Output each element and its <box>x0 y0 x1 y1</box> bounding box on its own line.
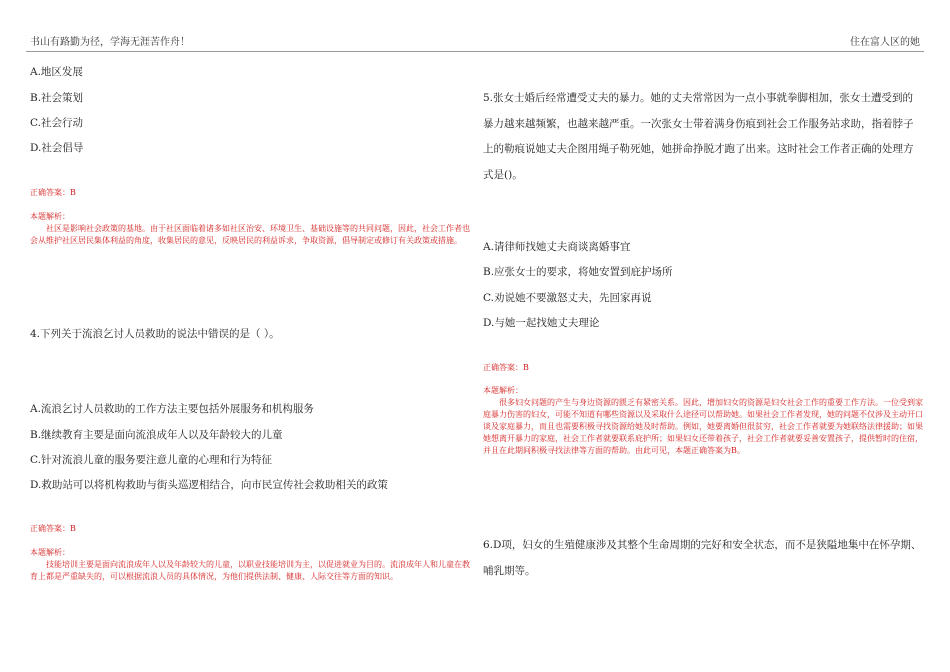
q4-option-d: D.救助站可以将机构救助与街头巡逻相结合，向市民宣传社会救助相关的政策 <box>30 479 388 491</box>
header-author: 住在富人区的她 <box>850 37 920 48</box>
left-column <box>30 0 470 672</box>
q3-option-d: D.社会倡导 <box>30 142 84 154</box>
q4-explanation: 技能培训主要是面向流浪成年人以及年龄较大的儿童，以职业技能培训为主，以促进就业为目的。流浪成年人和儿童在教育上都是严重缺失的，可以根据流浪人员的具体情况，为他们提供法制、健康、人际交往等方面的知识。 <box>30 560 470 581</box>
q4-answer: 正确答案：B <box>30 524 76 533</box>
q3-option-b: B.社会策划 <box>30 92 84 104</box>
q3-option-c: C.社会行动 <box>30 117 83 129</box>
q5-option-c: C.劝说她不要激怒丈夫，先回家再说 <box>483 292 652 304</box>
q3-answer: 正确答案：B <box>30 188 76 197</box>
q6-question: 6.D项，妇女的生殖健康涉及其整个生命周期的完好和安全状态，而不是狭隘地集中在怀孕期、哺乳期等。 <box>483 539 922 577</box>
q3-explanation: 社区是影响社会政策的基地。由于社区面临着诸多如社区治安、环境卫生、基础设施等的共同问题，因此，社会工作者也会从维护社区居民集体利益的角度，收集居民的意见，反映居民的利益诉求，争取资源，倡导制定或修订有关政策或措施。 <box>30 224 470 245</box>
q5-explanation: 很多妇女问题的产生与身边资源的匮乏有紧密关系。因此，增加妇女的资源是妇女社会工作的重要工作方法。一位受到家庭暴力伤害的妇女，可能不知道有哪些资源以及采取什么途径可以帮助她。如果社会工作者发现，她的问题不仅涉及主动开口谈及家庭暴力，而且也需要积极寻找资源给她及时帮助。例如，她要离婚但很贫穷，社会工作者就要为她联络法律援助；如果她想离开暴力的家庭，社会工作者就要联系庇护所；如果妇女还带着孩子，社会工作者就要妥善安置孩子，提供暂时的住宿，并且在此期间积极寻找法律等方面的帮助。由此可见，本题正确答案为B。 <box>483 398 923 455</box>
q3-option-a: A.地区发展 <box>30 66 83 78</box>
q5-question: 5.张女士婚后经常遭受丈夫的暴力。她的丈夫常常因为一点小事就拳脚相加，张女士遭受到的暴力越来越频繁，也越来越严重。一次张女士带着满身伤痕到社会工作服务站求助，指着脖子上的勒痕说她丈夫企图用绳子勒死她，她拼命挣脱才跑了出来。这时社会工作者正确的处理方式是()。 <box>483 92 914 181</box>
q4-option-b: B.继续教育主要是面向流浪成年人以及年龄较大的儿童 <box>30 429 283 441</box>
q3-explanation-label: 本题解析： <box>30 212 70 221</box>
q5-answer: 正确答案：B <box>483 363 529 372</box>
header-motto: 书山有路勤为径，学海无涯苦作舟！ <box>30 37 190 48</box>
q5-option-d: D.与她一起找她丈夫理论 <box>483 317 600 329</box>
right-column <box>483 0 923 672</box>
q5-explanation-label: 本题解析： <box>483 386 523 395</box>
q4-explanation-label: 本题解析： <box>30 548 70 557</box>
q4-option-c: C.针对流浪儿童的服务要注意儿童的心理和行为特征 <box>30 454 272 466</box>
q4-option-a: A.流浪乞讨人员救助的工作方法主要包括外展服务和机构服务 <box>30 403 314 415</box>
q4-question: 4.下列关于流浪乞讨人员救助的说法中错误的是（ ）。 <box>30 328 280 340</box>
q5-option-a: A.请律师找她丈夫商谈离婚事宜 <box>483 241 631 253</box>
q5-option-b: B.应张女士的要求，将她安置到庇护场所 <box>483 266 673 278</box>
